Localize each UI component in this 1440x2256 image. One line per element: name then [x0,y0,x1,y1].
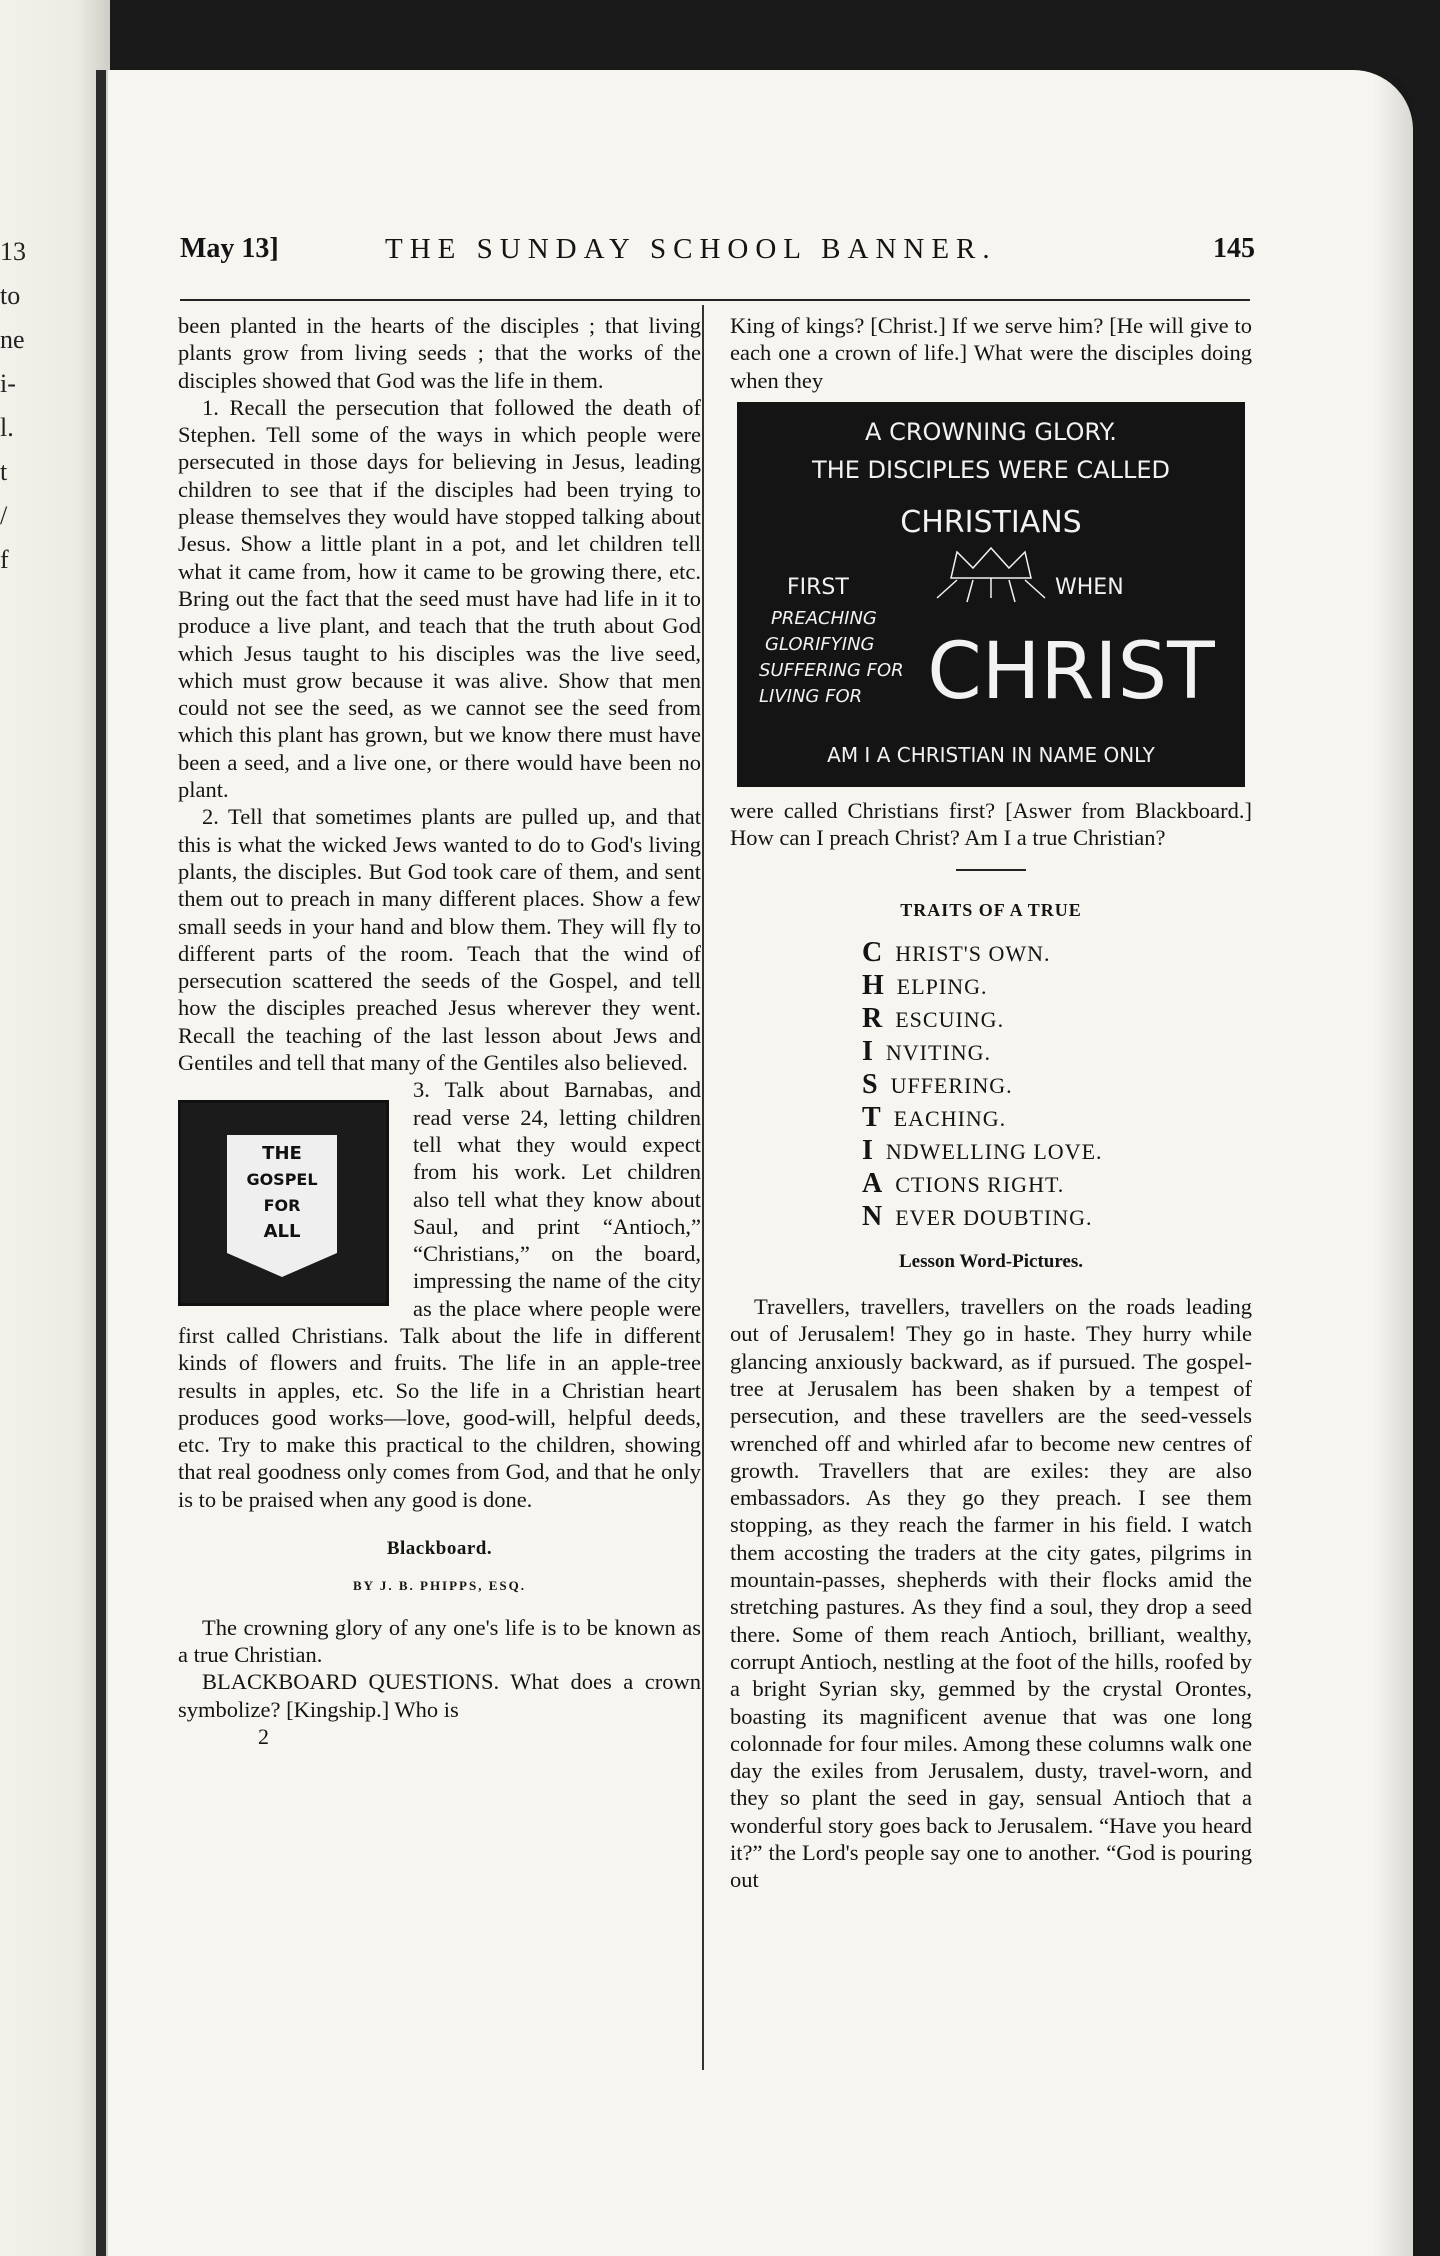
header-date: May 13] [180,233,279,264]
running-header [180,233,1255,273]
board-line3: CHRISTIANS [900,504,1082,540]
board-preaching: PREACHING [771,607,877,629]
board-first: FIRST [787,574,849,600]
board-when: WHEN [1055,574,1124,600]
banner-line: ALL [263,1221,301,1243]
board-line1: A CROWNING GLORY. [865,417,1117,446]
trait-item: C HRIST'S OWN. [862,936,1051,968]
paragraph: 1. Recall the persecution that followed the death of Stephen. Tell some of the ways in which people were persecuted in those days for believing in Jesus, leading children to see that if the disciples had been trying to please themselves they would have stopped talking about Jesus. Show a little plant in a pot, and let children tell what it came from, how it came to be growing there, etc. Bring out the fact that the seed must have had life in it to produce a live plant, and teach that the truth about God which Jesus taught to his disciples was the live seed, which must grow because it was alive. Show that men could not see the seed, as we cannot see the seed from which this plant has grown, but we know there must have been a seed, and a live one, or there would have been no plant. [178,394,701,803]
banner-line: THE [262,1143,302,1165]
traits-heading: TRAITS OF A TRUE [900,900,1082,921]
gospel-banner-illustration [178,1100,389,1306]
banner-icon [221,1131,343,1281]
right-column [730,312,1252,1894]
column-divider [702,305,704,2070]
trait-item: S UFFERING. [862,1068,1013,1100]
board-glorifying: GLORIFYING [765,633,875,655]
blackboard-drawing [737,402,1245,787]
header-rule [180,299,1250,301]
signature-mark: 2 [258,1723,269,1749]
board-living: LIVING FOR [759,685,863,707]
short-rule [956,869,1026,871]
board-line2: THE DISCIPLES WERE CALLED [812,455,1170,484]
page-number: 145 [1213,233,1255,264]
binding-gutter [96,70,106,2256]
left-column [178,312,701,1750]
board-christ: CHRIST [927,626,1215,717]
paragraph: were called Christians first? [Aswer from Blackboard.] How can I preach Christ? Am I a true Christian? [730,797,1252,851]
paragraph: King of kings? [Christ.] If we serve him? [He will give to each one a crown of life.] What were the disciples doing when they [730,313,1252,393]
paragraph: 3. Talk about Barnabas, and read verse 24, letting children tell what they would expect from his work. Let children also tell what they know about Saul, and print “Antioch,” “Christians,” on the board, impressing the name of the city as the place where people were first called Christians. Talk about the life in different kinds of flowers and fruits. The life in an apple-tree results in apples, etc. So the life in a Christian heart produces good works—love, good-will, helpful deeds, etc. Try to make this practical to the children, showing that real goodness only comes from God, and that he only is to be praised when any good is done. [178,1077,701,1512]
adjacent-page-edge [0,0,110,2256]
trait-item: I NVITING. [862,1035,992,1067]
paragraph: 2. Tell that sometimes plants are pulled up, and that this is what the wicked Jews wanted to do to God's living plants, the disciples. But God took care of them, and sent them out to preach in many different places. Show a few small seeds in your hand and blow them. They will fly to different parts of the room. Teach that the wind of persecution scattered the seeds of the Gospel, and tell how the disciples preached Jesus wherever they went. Recall the teaching of the last lesson about Jews and Gentiles and tell that many of the Gentiles also believed. [178,804,701,1076]
header-title: THE SUNDAY SCHOOL BANNER. [385,233,997,265]
adjacent-page-fragments: 13 to ne i- l. t / f [0,237,26,574]
paragraph: BLACKBOARD QUESTIONS. What does a crown symbolize? [Kingship.] Who is [178,1669,701,1722]
blackboard-illustration [737,402,1245,787]
paragraph: been planted in the hearts of the disciples ; that living plants grow from living seeds ; that the works of the disciples showed that God was the life in them. [178,313,701,393]
trait-item: T EACHING. [862,1101,1007,1133]
trait-item: H ELPING. [862,969,988,1001]
banner-line: GOSPEL [246,1170,318,1190]
trait-item: I NDWELLING LOVE. [862,1134,1103,1166]
paragraph: The crowning glory of any one's life is to be known as a true Christian. [178,1614,701,1667]
crown-icon [937,548,1045,602]
byline: BY J. B. PHIPPS, ESQ. [353,1578,526,1594]
board-suffering: SUFFERING FOR [759,659,904,681]
section-heading: Lesson Word-Pictures. [898,1250,1084,1272]
banner-line: FOR [263,1196,301,1216]
trait-item: N EVER DOUBTING. [862,1200,1093,1232]
trait-item: R ESCUING. [862,1002,1005,1034]
board-bottom: AM I A CHRISTIAN IN NAME ONLY [827,742,1155,767]
paragraph: Travellers, travellers, travellers on the roads leading out of Jerusalem! They go in haste. They hurry while glancing anxiously backward, as if pursued. The gospel-tree at Jerusalem has been shaken by a tempest of persecution, and these travellers are the seed-vessels wrenched off and whirled afar to become new centres of growth. Travellers that are exiles: they are also embassadors. As they go they preach. I see them stopping, as they reach the farmer in his field. I watch them accosting the traders at the city gates, pilgrims in mountain-passes, shepherds with their flocks amid the stretching pastures. As they find a soul, they drop a seed there. Some of them reach Antioch, brilliant, wealthy, corrupt Antioch, nestling at the foot of the hills, roofed by a bright Syrian sky, gemmed by the crystal Orontes, boasting its magnificent avenue that was one long colonnade for four miles. Among these columns walk one day the exiles from Jerusalem, dusty, travel-worn, and they so plant the seed in gay, sensual Antioch that a wonderful story goes back to Jerusalem. “Have you heard it?” the Lord's people say one to another. “God is pouring out [730,1294,1252,1893]
trait-item: A CTIONS RIGHT. [862,1167,1065,1199]
section-heading: Blackboard. [386,1538,493,1560]
